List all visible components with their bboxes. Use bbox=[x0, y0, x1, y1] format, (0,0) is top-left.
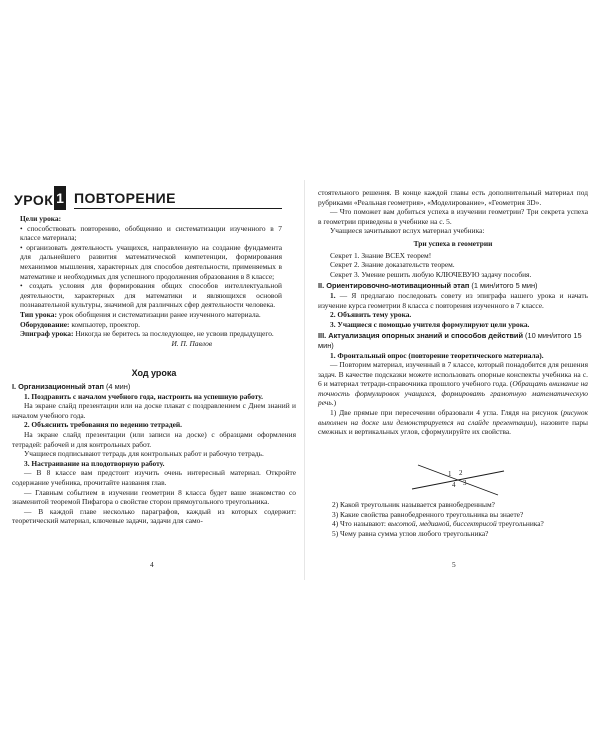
step3-paragraph: — В каждой главе несколько параграфов, каждый из которых содержит: теоретический материал, ключевые задачи, задачи для само- bbox=[12, 506, 296, 526]
right-page-body bbox=[318, 188, 588, 437]
stage3-time: (10 мин/итого 15 мин) bbox=[318, 331, 582, 350]
question-3: 3) Какие свойства равнобедренного треугольника вы знаете? bbox=[332, 509, 524, 519]
frontal-paragraph bbox=[318, 360, 588, 408]
page-fold-divider bbox=[304, 180, 305, 580]
secret-item: Секрет 3. Умение решить любую КЛЮЧЕВУЮ задачу пособия. bbox=[330, 269, 532, 279]
angle-label-4: 4 bbox=[452, 481, 456, 489]
angle-label-1: 1 bbox=[448, 470, 452, 478]
stage2-step1-number: 1. bbox=[330, 290, 336, 300]
lesson-type-label: Тип урока: bbox=[20, 309, 57, 319]
stage2-step2: 2. Объявить тему урока. bbox=[330, 310, 412, 320]
title-underline bbox=[74, 208, 282, 209]
epigraph-label: Эпиграф урока: bbox=[20, 329, 74, 339]
secrets-title: Три успеха в геометрии bbox=[413, 238, 493, 248]
step2-title: 2. Объяснить требования по ведению тетрадей. bbox=[24, 420, 182, 430]
epigraph bbox=[20, 329, 282, 339]
lesson-title: ПОВТОРЕНИЕ bbox=[74, 190, 176, 206]
epigraph-author: И. П. Павлов bbox=[171, 338, 212, 348]
goal-item: • способствовать повторению, обобщению и систематизации изученного в 7 классе материала; bbox=[20, 223, 282, 243]
goals-heading: Цели урока: bbox=[20, 214, 62, 223]
intro-paragraph: — Что поможет вам добиться успеха в изучении геометрии? Три секрета успеха в геометрии приведены в учебнике на с. 5. bbox=[318, 207, 588, 226]
stage2-time: (1 мин/итого 5 мин) bbox=[469, 281, 538, 291]
q4-terms: высотой, медианой, биссектрисой bbox=[387, 519, 497, 529]
questions-list bbox=[332, 500, 588, 538]
frontal-close: ) bbox=[333, 398, 337, 408]
question-4 bbox=[332, 519, 588, 529]
stage2-label: II. Ориентировочно-мотивационный этап bbox=[318, 281, 470, 291]
stage3-label: III. Актуализация опорных знаний и способов действий bbox=[318, 331, 523, 341]
page-number-left: 4 bbox=[150, 560, 154, 569]
section-title: Ход урока bbox=[131, 368, 177, 378]
stage1-label: I. Организационный этап bbox=[12, 382, 104, 391]
q4-text-end: треугольника? bbox=[496, 519, 544, 529]
q4-text: 4) Что называют: bbox=[332, 519, 388, 529]
intersecting-lines-figure bbox=[408, 459, 508, 499]
epigraph-text: Никогда не беритесь за последующее, не усвоив предыдущего. bbox=[73, 329, 274, 339]
step3-paragraph: — Главным событием в изучении геометрии 8 класса будет ваше знакомство со знаменитой теоремой Пифагора о свойстве сторон прямоугольного треугольника. bbox=[12, 487, 296, 507]
lesson-number-badge: 1 bbox=[54, 186, 66, 210]
equipment-value: компьютер, проектор. bbox=[69, 319, 141, 329]
lesson-word: УРОК bbox=[14, 192, 54, 208]
frontal-text: — Повторим материал, изученный в 7 классе, который понадобится для решения задач. В качестве подсказки можете использовать опорные конспекты учебника на с. 6 и материал тетради-справочника прошлого учебного года. ( bbox=[318, 360, 588, 389]
step2-text2: Учащиеся подписывают тетрадь для контрольных работ и рабочую тетрадь. bbox=[24, 449, 264, 459]
lesson-header bbox=[12, 186, 282, 214]
lesson-type bbox=[20, 310, 282, 320]
stage3-title bbox=[318, 331, 588, 350]
page-number-right: 5 bbox=[452, 560, 456, 569]
equipment-label: Оборудование: bbox=[20, 319, 70, 329]
frontal-note: Обращать внимание на точность формулировок учащихся, формировать грамотную математическую речь. bbox=[318, 379, 588, 408]
stage1-time: (4 мин) bbox=[103, 382, 131, 391]
goal-item: • создать условия для формирования общих способов интеллектуальной деятельности, характерных для математики и являющихся основой познавательной культуры, значимой для различных сфер деятельности человека. bbox=[20, 281, 282, 310]
goal-item: • организовать деятельность учащихся, направленную на создание фундамента для дальнейшего развития математической компетенции, формирования механизмов мышления, характерных для способов деятельности, применяемых в математике и необходимых для успешного продолжения образования в 8 классе; bbox=[20, 242, 282, 281]
step1-text: На экране слайд презентации или на доске плакат с поздравлением с Днем знаний и началом учебного года. bbox=[12, 401, 296, 420]
lesson-flow-left bbox=[12, 382, 296, 526]
q1-text: 1) Две прямые при пересечении образовали 4 угла. Глядя на рисунок ( bbox=[330, 408, 564, 418]
stage2-step1 bbox=[318, 291, 588, 310]
stage1-title bbox=[12, 382, 296, 392]
step3-paragraph: — В 8 классе вам предстоит изучить очень интересный материал. Откройте содержание учебника, прочитайте названия глав. bbox=[12, 468, 296, 487]
equipment bbox=[20, 320, 282, 330]
question-1 bbox=[318, 408, 588, 437]
intro-paragraph: стоятельного решения. В конце каждой главы есть дополнительный материал под рубриками «Реальная геометрия», «Моделирование», «Геометрия 3D». bbox=[318, 188, 588, 207]
secret-item: Секрет 1. Знание ВСЕХ теорем! bbox=[330, 250, 432, 260]
lesson-info bbox=[20, 214, 282, 348]
intro-paragraph: Учащиеся зачитывают вслух материал учебника: bbox=[330, 226, 485, 236]
step2-text: На экране слайд презентации (или записи на доске) с образцами оформления тетрадей: рабочей и для контрольных работ. bbox=[12, 429, 296, 449]
frontal-title: 1. Фронтальный опрос (повторение теоретического материала). bbox=[330, 350, 544, 360]
stage2-step3: 3. Учащиеся с помощью учителя формулируют цели урока. bbox=[330, 319, 530, 329]
line-b bbox=[418, 465, 498, 495]
step1-title: 1. Поздравить с началом учебного года, настроить на успешную работу. bbox=[24, 391, 263, 401]
q1-text-end: ), назовите пары смежных и вертикальных углов, сформулируйте их свойства. bbox=[318, 417, 588, 437]
question-2: 2) Какой треугольник называется равнобедренным? bbox=[332, 500, 495, 509]
angle-label-3: 3 bbox=[463, 479, 467, 487]
question-5: 5) Чему равна сумма углов любого треугольника? bbox=[332, 528, 489, 538]
q1-note: рисунок выполнен на доске или демонстрируется на слайде презентации bbox=[318, 408, 588, 427]
stage2-step1-text: — Я предлагаю последовать совету из эпиграфа нашего урока и начать изучение курса геометрии 8 класса с повторения изученного в 7 классе. bbox=[318, 290, 588, 310]
angle-label-2: 2 bbox=[459, 469, 463, 477]
secret-item: Секрет 2. Знание доказательств теорем. bbox=[330, 260, 455, 270]
lesson-type-value: урок обобщения и систематизации ранее изученного материала. bbox=[56, 309, 261, 319]
stage2-title bbox=[318, 281, 588, 291]
step3-title: 3. Настраивание на плодотворную работу. bbox=[24, 458, 165, 468]
